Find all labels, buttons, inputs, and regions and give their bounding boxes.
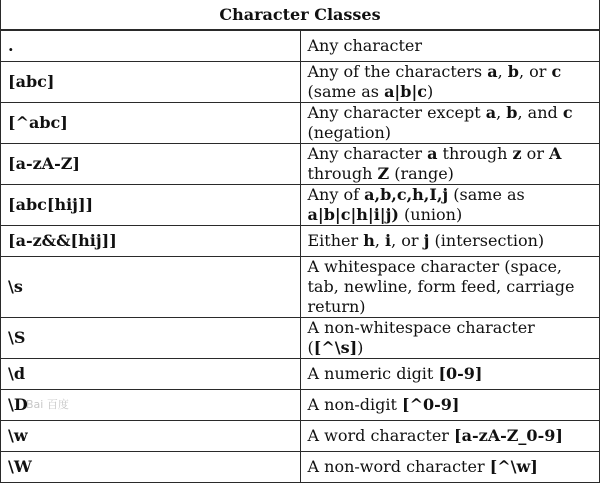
- regex-syntax-cell: \W: [1, 452, 301, 483]
- description-cell: [300, 257, 600, 318]
- description-text: ,: [374, 231, 386, 250]
- description-emphasis: a: [487, 62, 498, 81]
- description-emphasis: A: [549, 144, 562, 163]
- description-emphasis: a|b|c: [384, 82, 427, 101]
- description-text: , or: [391, 231, 424, 250]
- description-emphasis: c: [551, 62, 562, 81]
- description-text: Any character: [307, 144, 428, 163]
- description-text: , and: [517, 103, 563, 122]
- regex-syntax-cell: [abc[hij]]: [1, 185, 301, 226]
- table-row: [1, 185, 600, 226]
- regex-syntax-cell: \s: [1, 257, 301, 318]
- table-row: [1, 144, 600, 185]
- regex-syntax-cell: .: [1, 30, 301, 62]
- regex-syntax-cell: [a-z&&[hij]]: [1, 226, 301, 257]
- description-text: through: [437, 144, 513, 163]
- description-emphasis: z: [512, 144, 522, 163]
- description-text: Any character: [307, 36, 422, 55]
- table-row: [1, 103, 600, 144]
- table-row: [1, 390, 600, 421]
- table-body: [1, 30, 600, 483]
- description-text: (intersection): [429, 231, 545, 250]
- description-cell: [300, 185, 600, 226]
- table-row: [1, 421, 600, 452]
- description-text: A numeric digit: [307, 364, 439, 383]
- description-emphasis: [a-zA-Z_0-9]: [454, 426, 563, 445]
- description-text: Any of: [307, 185, 365, 204]
- watermark-logo: Bai 百度: [26, 398, 69, 411]
- description-cell: [300, 62, 600, 103]
- description-emphasis: a|b|c|h|i|j): [307, 205, 399, 224]
- table-row: [1, 226, 600, 257]
- description-text: A whitespace character (space, tab, newline, form feed, carriage return): [307, 257, 575, 316]
- description-emphasis: [^\w]: [489, 457, 538, 476]
- description-text: ,: [497, 62, 508, 81]
- description-text: ): [427, 82, 434, 101]
- description-emphasis: a,b,c,h,I,j: [364, 185, 449, 204]
- description-emphasis: [^0-9]: [402, 395, 460, 414]
- description-text: A non-whitespace character (: [307, 318, 535, 357]
- description-text: (same as: [307, 82, 385, 101]
- description-text: (same as: [448, 185, 525, 204]
- description-text: (negation): [307, 123, 392, 142]
- description-cell: [300, 421, 600, 452]
- table-row: [1, 318, 600, 359]
- description-emphasis: h: [363, 231, 375, 250]
- description-text: , or: [518, 62, 552, 81]
- regex-syntax-cell: \d: [1, 359, 301, 390]
- regex-syntax-cell: [a-zA-Z]: [1, 144, 301, 185]
- table-row: [1, 30, 600, 62]
- description-text: or: [521, 144, 550, 163]
- description-emphasis: b: [507, 62, 519, 81]
- description-text: A non-word character: [307, 457, 490, 476]
- regex-syntax-cell: [abc]: [1, 62, 301, 103]
- description-emphasis: j: [423, 231, 430, 250]
- description-emphasis: c: [562, 103, 573, 122]
- description-emphasis: i: [385, 231, 392, 250]
- description-emphasis: b: [506, 103, 518, 122]
- description-text: Either: [307, 231, 364, 250]
- description-emphasis: a: [427, 144, 438, 163]
- table-row: [1, 359, 600, 390]
- description-text: Any of the characters: [307, 62, 488, 81]
- description-cell: [300, 452, 600, 483]
- table-row: [1, 62, 600, 103]
- description-text: (union): [398, 205, 463, 224]
- description-text: ): [357, 338, 364, 357]
- description-text: Any character except: [307, 103, 486, 122]
- description-emphasis: [0-9]: [438, 364, 483, 383]
- description-cell: [300, 318, 600, 359]
- regex-syntax-cell: [^abc]: [1, 103, 301, 144]
- table-header-row: [1, 0, 600, 30]
- regex-syntax-cell: \S: [1, 318, 301, 359]
- table-title: Character Classes: [1, 0, 600, 30]
- description-text: ,: [496, 103, 507, 122]
- description-emphasis: Z: [377, 164, 390, 183]
- description-cell: [300, 103, 600, 144]
- description-cell: [300, 30, 600, 62]
- table-row: [1, 452, 600, 483]
- table-row: [1, 257, 600, 318]
- regex-syntax-cell: \w: [1, 421, 301, 452]
- description-cell: [300, 226, 600, 257]
- description-text: (range): [389, 164, 454, 183]
- description-emphasis: a: [485, 103, 497, 122]
- description-text: A non-digit: [307, 395, 403, 414]
- regex-syntax-cell: \D: [1, 390, 301, 421]
- description-text: A word character: [307, 426, 455, 445]
- description-cell: [300, 144, 600, 185]
- description-cell: [300, 390, 600, 421]
- description-emphasis: [^\s]: [313, 338, 358, 357]
- description-cell: [300, 359, 600, 390]
- description-text: through: [307, 164, 378, 183]
